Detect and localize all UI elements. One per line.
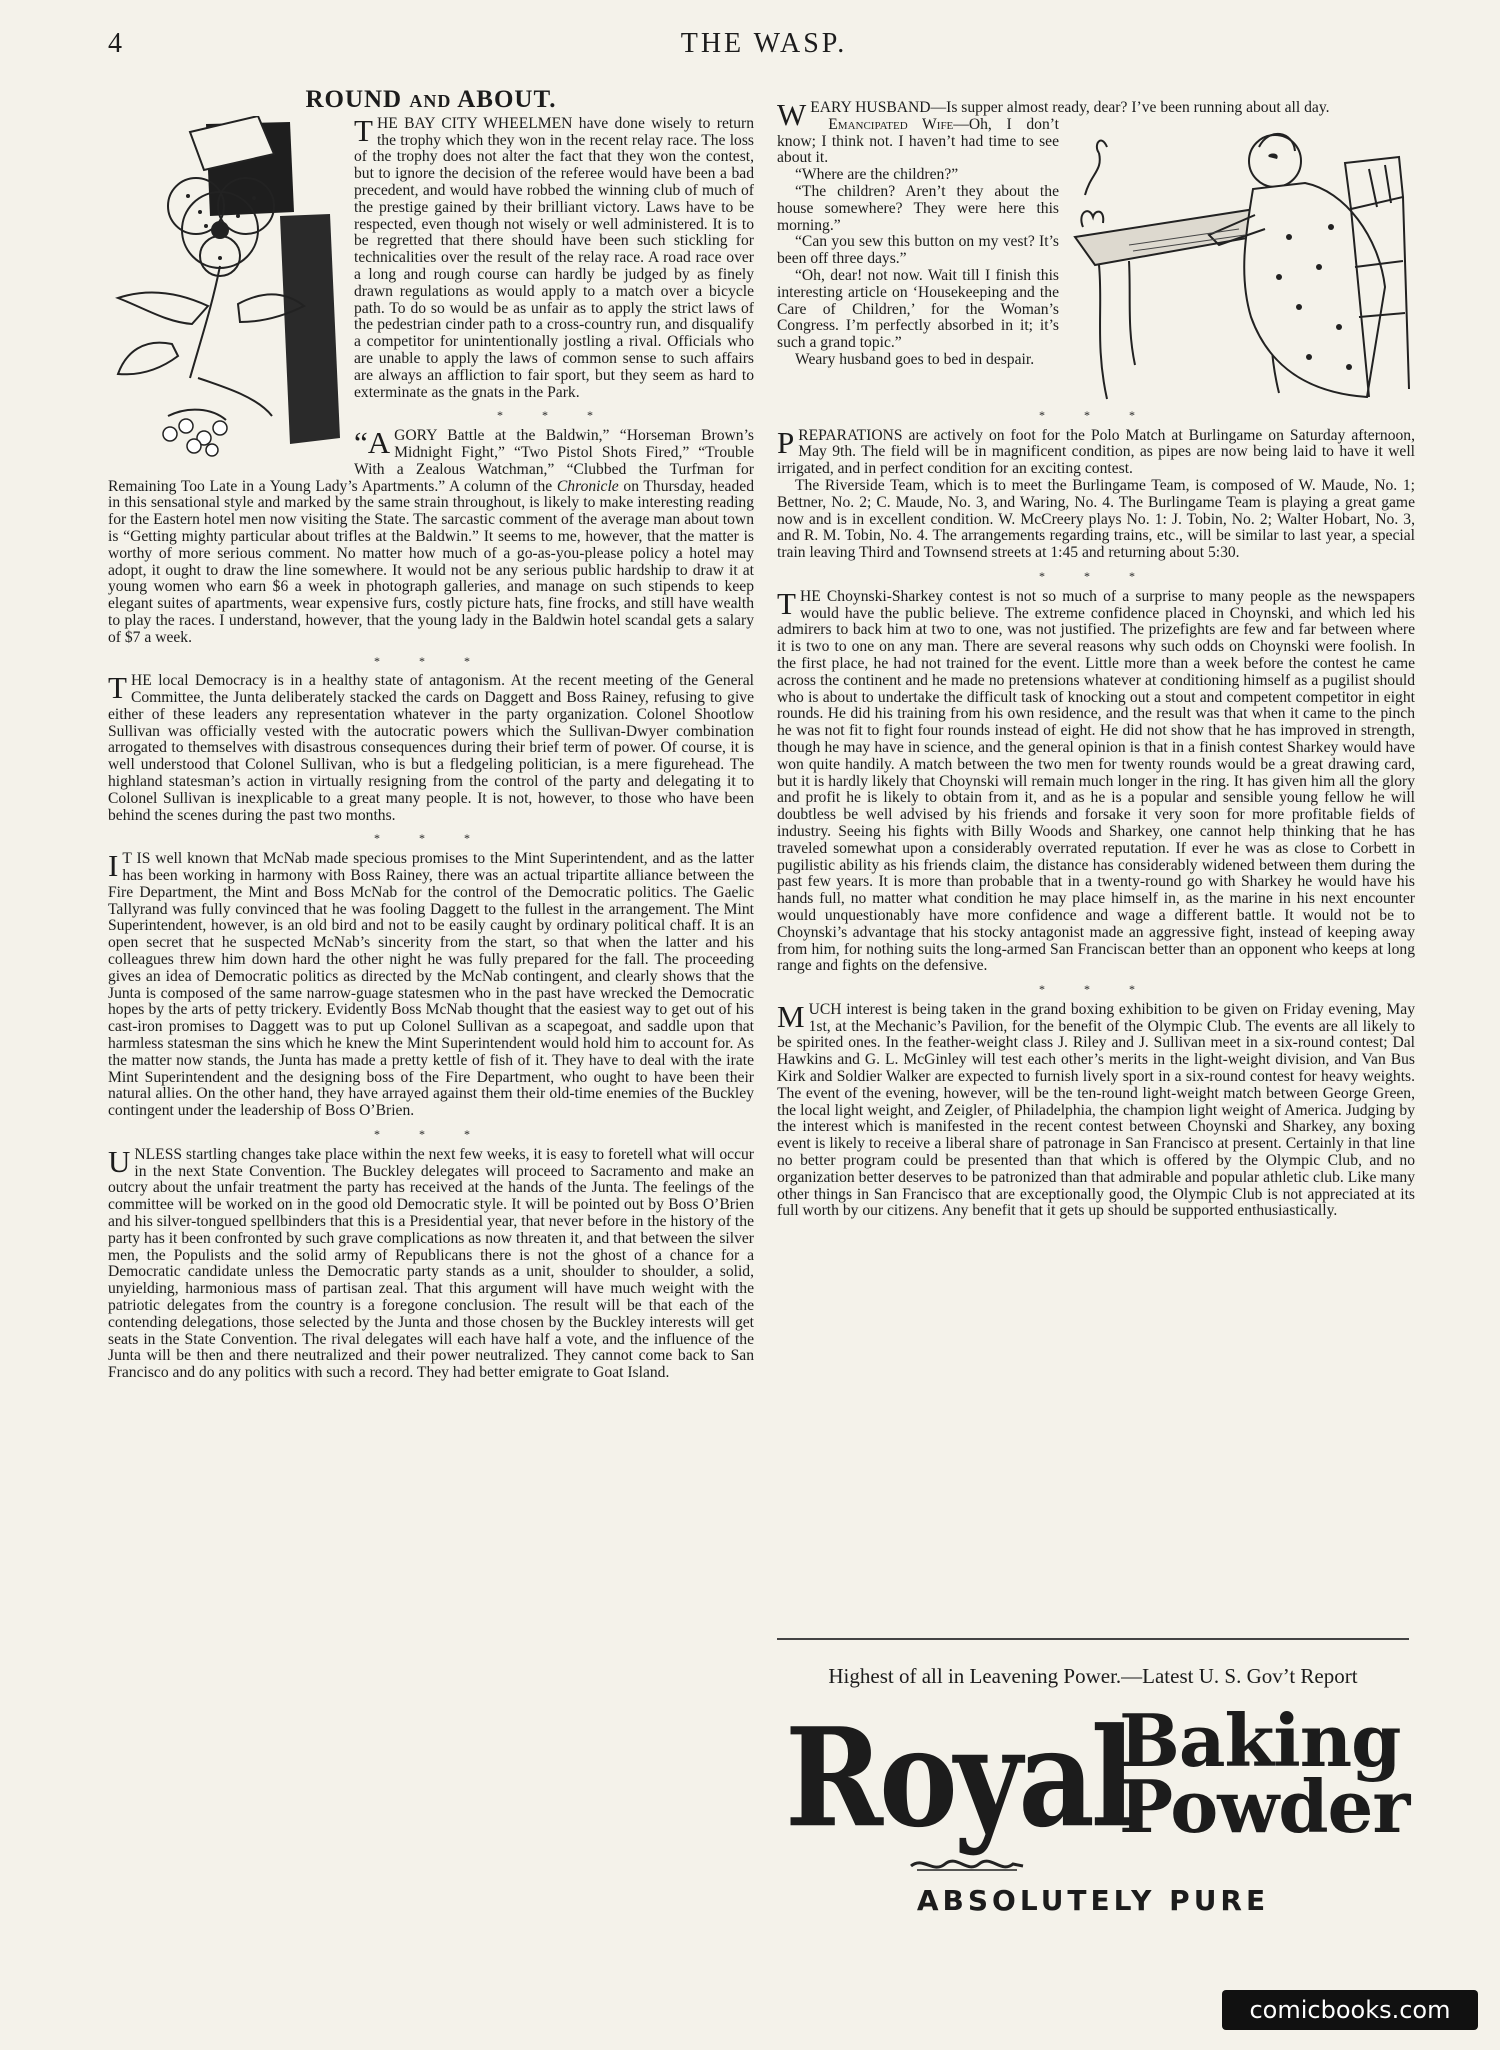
article-polo-match: PREPARATIONS are actively on foot for the Polo Match at Burlingame on Saturday afternoon, May 9th. The field will be in magnificent condition, as pipes are now being laid to have it well irrigated, and in perfect condition for an exciting contest.: [777, 424, 1415, 478]
article-boxing-exhibition: MUCH interest is being taken in the grand boxing exhibition to be given on Friday evening, May 1st, at the Mechanic’s Pavilion, for the benefit of the Olympic Club. The events are all likely to be spirited ones. In the feather-weight class J. Riley and J. Sullivan meet in a six-round contest; Dal Hawkins and G. L. McGinley will test each other’s merits in the light-weight division, and Van Bus Kirk and Soldier Walker are expected to furnish lively sport in a six-round contest for heavy weights. The event of the evening, however, will be the ten-round light-weight match between George Green, the local light weight, and Zeigler, of Philadelphia, the champion light weight of America. Judging by the interest which is manifested in the recent contest between Choynski and Sharkey, any boxing event is likely to receive a liberal share of patronage in San Francisco at present. Certainly in that line no better program could be presented than that which is offered by the Olympic Club, and no organization better deserves to be patronized than that admirable and popular athletic club. Like many other things in San Francisco that are exceptionally good, the Olympic Club is not appreciated at its full worth by our citizens. Any benefit that it gets up should be supported enthusiastically.: [777, 998, 1415, 1220]
section-separator: * * *: [374, 831, 488, 846]
article-choynski-sharkey: THE Choynski-Sharkey contest is not so much of a surprise to many people as the newspapers would have the public believe. The extreme confidence placed in Choynski, and which led his admirers to back him at two to one, was not justified. The prizefights are few and far between where it is two to one on any man. There are several reasons why such odds on Choynski were foolish. In the first place, he had not trained for the event. Little more than a week before the contest he came across the continent and he made no pretensions whatever at conditioning himself as a pugilist should who is about to undertake the difficult task of knocking out a stout and competent competitor in eight rounds. He did his training from his own residence, and the result was that when it came to the pinch he was not fit to fight four rounds instead of eight. He did not show that he has improved in strength, though he may have in science, and the general opinion is that in a finish contest Sharkey would have won quite handily. A match between the two men for twenty rounds would be a great drawing card, but it is hardly likely that Choynski will remain much longer in the ring. It has given him all the glory and profit he is likely to obtain from it, and as he is a popular and sensible young fellow he will doubtless be well advised by his friends and forsake it very soon for more profitable fields of industry. Seeing his fights with Billy Woods and Sharkey, one cannot help thinking that he has traveled somewhat upon a considerably overrated reputation. If ever he was as close to Corbett in pugilistic ability as his friends claim, the distance has considerably widened between them during the past few years. It is more than probable that in a twenty-round go with Sharkey he would have his hands full, no matter what condition he may place himself in, as the marine in his next encounter would unquestionably have more confidence and wage a different battle. It would not be to Choynski’s advantage that his stocky antagonist made an aggressive fight, instead of keeping away from him, for nothing suits the long-armed San Franciscan better than an opponent who keeps at long range and fights on the defensive.: [777, 585, 1415, 975]
woman-writing-illustration: [1069, 117, 1415, 407]
newspaper-name: Chronicle: [556, 477, 619, 495]
section-separator: * * *: [497, 408, 611, 423]
article-gory-battle: “AGORY Battle at the Baldwin,” “Horseman Brown’s Midnight Fight,” “Two Pistol Shots Fired,” “Trouble With a Zealous Watchman,” “Clubbed the Turfman for Remaining Too Late in a Young Lady’s Apartments.” A column of the Chronicle on Thursday, headed in this sensational style and marked by the same strain throughout, is likely to make interesting reading for the Eastern hotel men now visiting the State. The sarcastic comment of the average man about town is “Getting mighty particular about trifles at the Baldwin.” It seems to me, however, that the matter is worthy of more serious comment. No matter how much of a go-as-you-please policy a hotel may adopt, it ought to draw the line somewhere. It would not be any serious public hardship to draw it at young women who earn $6 a week in photograph galleries, and manage on such stipends to keep elegant suites of apartments, wear expensive furs, costly picture hats, fine frocks, and still have wealth to play the races. I understand, however, that the young lady in the Baldwin hotel scandal gets a salary of $7 a week.: [108, 425, 754, 646]
section-separator: * * *: [374, 1127, 488, 1142]
column-title: ROUND AND ABOUT.: [305, 86, 557, 113]
article-weary-husband: WEARY HUSBAND—Is supper almost ready, dear? I’ve been running about all day.: [777, 97, 1330, 132]
flourish-icon: [907, 1854, 1027, 1876]
ad-divider: [777, 1638, 1409, 1640]
article-mcnab-promises: I T IS well known that McNab made specious promises to the Mint Superintendent, and as the latter has been working in harmony with Boss Rainey, there was an actual tripartite alliance between the Fire Department, the Mint and Boss McNab for the control of the Democratic politics. The Gaelic Tallyrand was fully convinced that he was fooling Daggett to the fullest in the arrangement. The Mint Superintendent, however, is an old bird and not to be easily caught by ordinary political chaff. It is an open secret that he suspected McNab’s sincerity from the start, so that when the latter and his colleagues threw him down hard the other night he was fully prepared for the fall. The proceeding gives an idea of Democratic politics as directed by the McNab contingent, and clearly shows that the Junta is composed of the same narrow-guage statesmen who in the past have wrecked the Democratic hopes by the arts of petty trickery. Evidently Boss McNab thought that the easiest way to get out of his cast-iron promises to Daggett was to put up Colonel Sullivan as a scapegoat, and saddle upon that harmless statesman the sins which he knew the Mint Superintendent would hold him to account for. As the matter now stands, the Junta has made a pretty kettle of fish of it. They have to deal with the irate Mint Superintendent and the designing boss of the Fire Department, who ought to have been their natural allies. On the other hand, they have arrayed against them their old-time enemies of the Buckley contingent under the leadership of Boss O’Brien.: [108, 848, 754, 1120]
dialogue-line: “Where are the children?”: [795, 166, 959, 184]
page-number: 4: [108, 28, 122, 59]
right-column: [777, 97, 1415, 1220]
dialogue-line: “Oh, dear! not now. Wait till I finish this interesting article on ‘Housekeeping and the Care of Children,’ for the Woman’s Congress. I’m perfectly absorbed in it; it’s such a grand topic.”: [777, 266, 1059, 352]
royal-baking-powder-ad: [777, 1648, 1409, 1918]
ad-brand: Royal: [785, 1697, 1132, 1858]
ad-slogan: ABSOLUTELY PURE: [916, 1884, 1270, 1917]
dialogue-line: “The children? Aren’t they about the house somewhere? They were here this morning.”: [777, 182, 1059, 234]
section-separator: * * *: [1039, 982, 1153, 997]
floral-illustration: [108, 116, 344, 462]
left-column: [108, 86, 754, 1382]
wife-reply: Emancipated Wife—Oh, I don’t know; I think not. I haven’t had time to see about it.: [777, 115, 1059, 167]
dialogue-line: Weary husband goes to bed in despair.: [795, 350, 1035, 368]
ad-product: Baking Powder: [1119, 1698, 1410, 1849]
section-separator: * * *: [1039, 407, 1153, 422]
polo-teams: The Riverside Team, which is to meet the Burlingame Team, is composed of W. Maude, No. 1; Bettner, No. 2; C. Maude, No. 3, and Waring, No. 4. The Burlingame Team is playing a great game now and is in excellent condition. W. McCreery plays No. 1: J. Tobin, No. 2; Walter Hobart, No. 3, and R. M. Tobin, No. 4. The arrangements regarding trains, etc., will be similar to last year, a special train leaving Third and Townsend streets at 1:45 and returning about 5:30.: [777, 476, 1415, 562]
ad-tagline: Highest of all in Leavening Power.—Latest U. S. Gov’t Report: [828, 1664, 1358, 1688]
page-header: [108, 28, 1420, 68]
masthead: THE WASP.: [680, 28, 848, 59]
article-state-convention: UNLESS startling changes take place within the next few weeks, it is easy to foretell what will occur in the next State Convention. The Buckley delegates will proceed to Sacramento and make an outcry about the unfair treatment the party has received at the hands of the Junta. The feelings of the committee will be worked on in the good old Democratic style. It will be pointed out by Boss O’Brien and his silver-tongued spellbinders that this is a Presidential year, that never before in the history of the party has it been confronted by such grave complications as now threaten it, and that between the silver men, the Populists and the solid army of Republicans there is not the ghost of a chance for a Democratic candidate unless the Democratic party stands as a unit, shoulder to shoulder, a solid, unyielding, harmonious mass of partisan zeal. That this argument will have much weight with the patriotic delegates from the country is a foregone conclusion. The result will be that each of the contending delegations, those selected by the Junta and those chosen by the Buckley interests will get seats in the State Convention. The rival delegates will each have half a vote, and the influence of the Junta will be then and there neutralized and their power neutralized. They cannot come back to San Francisco and do any politics with such a record. They had better emigrate to Goat Island.: [108, 1143, 754, 1382]
section-separator: * * *: [1039, 568, 1153, 583]
article-local-democracy: THE local Democracy is in a healthy state of antagonism. At the recent meeting of the General Committee, the Junta deliberately stacked the cards on Daggett and Boss Rainey, refusing to give either of these leaders any representation whatever in the party organization. Colonel Shootlow Sullivan was officially vested with the autocratic powers which the Sullivan-Dwyer combination arrogated to themselves with disastrous consequences during their brief term of power. Of course, it is well understood that Colonel Sullivan, who is but a fledgeling politician, is a mere figurehead. The highland statesman’s action in virtually resigning from the control of the party and delegating it to Colonel Sullivan is inexplicable to a great many people. It is not, however, to those who have been behind the scenes during the past two months.: [108, 670, 754, 824]
section-separator: * * *: [374, 653, 488, 668]
watermark: comicbooks.com: [1222, 1990, 1478, 2030]
article-bay-city-wheelmen: THE BAY CITY WHEELMEN have done wisely to return the trophy which they won in the recent relay race. The loss of the trophy does not alter the fact that they won the contest, but to ignore the decision of the referee would have been a bad precedent, and would have robbed the winning club of much of the prestige gained by their brilliant victory. Laws have to be respected, even though not wisely or well administered. It is to be regretted that there should have been such stickling for technicalities over the result of the relay race. A road race over a long and rough course can hardly be judged by as finely drawn regulations as would apply to a match over a bicycle path. To do so would be as unfair as to apply the strict laws of the pedestrian cinder path to a cross-country run, and disqualify a competitor for unintentionally jostling a rival. Officials who are unable to apply the laws of common sense to such affairs are always an affliction to fair sport, but they seem as hard to exterminate as the gnats in the Park.: [354, 112, 754, 401]
dialogue-line: “Can you sew this button on my vest? It’s been off three days.”: [777, 233, 1059, 268]
